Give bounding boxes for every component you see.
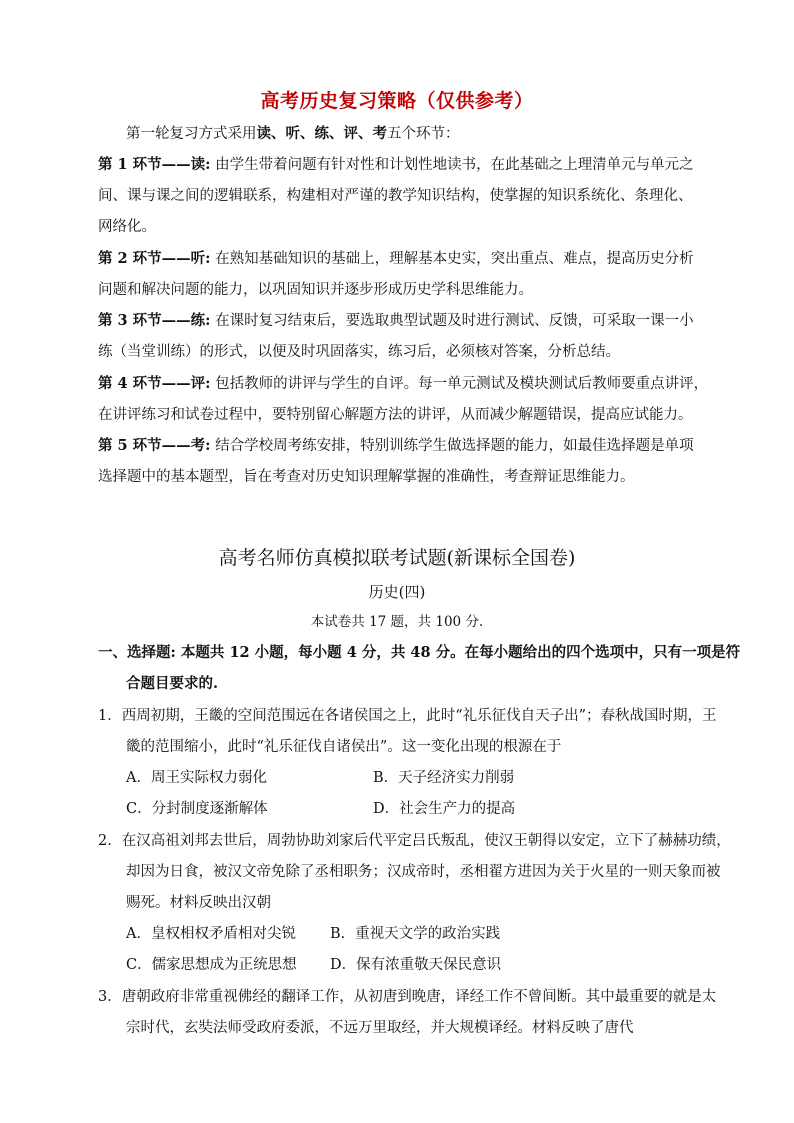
- question-3-line-1: 3．唐朝政府非常重视佛经的翻译工作，从初唐到晚唐，译经工作不曾间断。其中最重要的就是太: [98, 989, 717, 1005]
- step-3-text: 在课时复习结束后，要选取典型试题及时进行测试、反馈，可采取一课一小: [210, 313, 694, 329]
- step-3-line-2: 练（当堂训练）的形式，以便及时巩固落实，练习后，必须核对答案，分析总结。: [98, 344, 620, 360]
- step-1-label: 第 1 环节——读:: [98, 156, 211, 173]
- question-2-line-1: 2．在汉高祖刘邦去世后，周勃协助刘家后代平定吕氏叛乱，使汉王朝得以安定，立下了赫赫功绩，: [98, 833, 731, 849]
- step-2-line-2: 问题和解决问题的能力，以巩固知识并逐步形成历史学科思维能力。: [98, 282, 533, 298]
- step-4-text: 包括教师的讲评与学生的自评。每一单元测试及模块测试后教师要重点讲评，: [210, 376, 709, 392]
- question-1-options-row-2: [126, 799, 726, 819]
- step-1-text: 由学生带着问题有针对性和计划性地读书，在此基础之上理清单元与单元之: [210, 157, 694, 173]
- step-4-label: 第 4 环节——评:: [98, 375, 211, 392]
- step-1-line-3: 网络化。: [98, 219, 156, 235]
- question-1-option-a: A．周王实际权力弱化: [126, 770, 267, 786]
- section-heading-line-1: 一、选择题: 本题共 12 小题，每小题 4 分，共 48 分。在每小题给出的四个选项中，只有一项是符: [98, 644, 741, 661]
- intro-bold: 读、听、练、评、考: [256, 125, 387, 142]
- question-2-line-2: 却因为日食，被汉文帝免除了丞相职务；汉成帝时，丞相翟方进因为关于火星的一则天象而被: [126, 864, 721, 880]
- step-4-line-1: [98, 374, 709, 394]
- question-1-line-2: 畿的范围缩小，此时“礼乐征伐自诸侯出”。这一变化出现的根源在于: [126, 739, 562, 755]
- intro-prefix: 第一轮复习方式采用: [126, 126, 257, 142]
- step-4-line-2: 在讲评练习和试卷过程中，要特别留心解题方法的讲评，从而减少解题错误，提高应试能力。: [98, 407, 693, 423]
- question-2-option-b: B．重视天文学的政治实践: [330, 926, 501, 942]
- step-1-line-1: [98, 155, 698, 175]
- question-2-option-d: D．保有浓重敬天保民意识: [330, 957, 502, 973]
- question-1-line-1: 1．西周初期，王畿的空间范围远在各诸侯国之上，此时“礼乐征伐自天子出”；春秋战国时期，王: [98, 708, 717, 724]
- step-1-line-2: 间、课与课之间的逻辑联系，构建相对严谨的教学知识结构，使掌握的知识系统化、条理化、: [98, 188, 693, 204]
- question-1-option-b: B．天子经济实力削弱: [373, 770, 515, 786]
- question-2-option-c: C．儒家思想成为正统思想: [126, 957, 297, 973]
- step-2-line-1: [98, 249, 698, 269]
- exam-title: 高考名师仿真模拟联考试题(新课标全国卷): [218, 547, 576, 569]
- step-5-text: 结合学校周考练安排，特别训练学生做选择题的能力，如最佳选择题是单项: [210, 438, 694, 454]
- exam-note: 本试卷共 17 题，共 100 分.: [310, 614, 484, 630]
- strategy-title: 高考历史复习策略（仅供参考）: [260, 90, 534, 112]
- question-2-option-a: A．皇权相权矛盾相对尖锐: [126, 926, 296, 942]
- step-3-line-1: [98, 311, 698, 331]
- step-5-line-1: [98, 436, 698, 456]
- question-1-options-row-1: [126, 768, 726, 788]
- section-heading-line-2: 合题目要求的.: [126, 675, 219, 692]
- strategy-intro: [126, 124, 726, 144]
- step-3-label: 第 3 环节——练:: [98, 312, 211, 329]
- step-2-label: 第 2 环节——听:: [98, 250, 211, 267]
- question-2-options-row-1: [126, 924, 726, 944]
- question-2-options-row-2: [126, 955, 726, 975]
- question-1-option-c: C．分封制度逐渐解体: [126, 801, 268, 817]
- intro-suffix: 五个环节：: [387, 126, 460, 142]
- question-1-option-d: D．社会生产力的提高: [373, 801, 516, 817]
- step-5-label: 第 5 环节——考:: [98, 437, 211, 454]
- step-5-line-2: 选择题中的基本题型，旨在考查对历史知识理解掌握的准确性，考查辩证思维能力。: [98, 469, 635, 485]
- exam-subject: 历史(四): [368, 583, 426, 601]
- step-2-text: 在熟知基础知识的基础上，理解基本史实，突出重点、难点，提高历史分析: [210, 251, 694, 267]
- question-3-line-2: 宗时代，玄奘法师受政府委派，不远万里取经，并大规模译经。材料反映了唐代: [126, 1020, 634, 1036]
- question-2-line-3: 赐死。材料反映出汉朝: [126, 895, 271, 911]
